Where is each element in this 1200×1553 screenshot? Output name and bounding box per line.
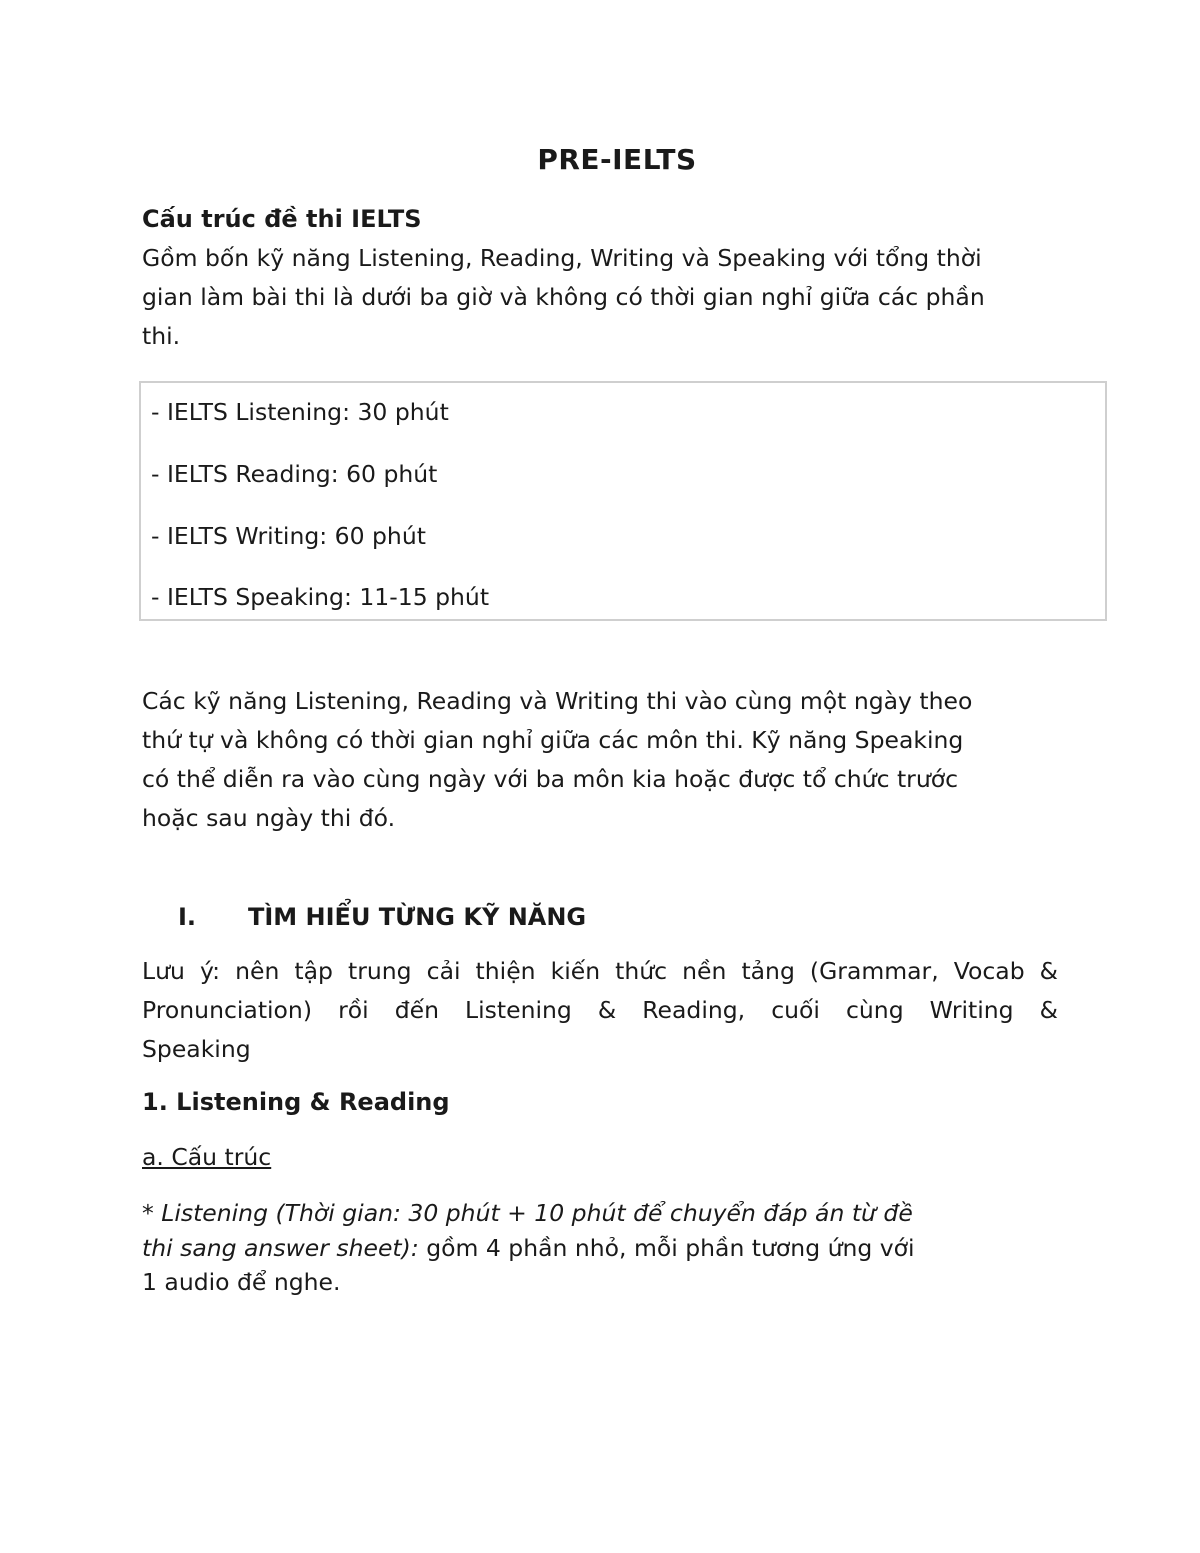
document-title: PRE-IELTS (537, 143, 697, 176)
exam-duration-box (139, 381, 1107, 621)
section-heading (178, 899, 586, 935)
listening-italic-part: thi sang answer sheet): (142, 1233, 419, 1262)
duration-speaking: - IELTS Speaking: 11-15 phút (151, 583, 490, 611)
listening-mixed-line (142, 1231, 1058, 1266)
intro-paragraph (142, 239, 1058, 356)
listening-italic-line: * Listening (Thời gian: 30 phút + 10 phút để chuyển đáp án từ đề (142, 1199, 913, 1227)
duration-listening: - IELTS Listening: 30 phút (151, 398, 449, 426)
schedule-paragraph (142, 682, 1058, 838)
intro-line: thi. (142, 322, 181, 350)
listening-last-line: 1 audio để nghe. (142, 1268, 341, 1296)
study-note (142, 952, 1058, 1069)
intro-line: Gồm bốn kỹ năng Listening, Reading, Writing và Speaking với tổng thời (142, 244, 982, 272)
listening-paragraph (142, 1196, 1058, 1300)
schedule-line: thứ tự và không có thời gian nghỉ giữa các môn thi. Kỹ năng Speaking (142, 726, 964, 754)
listening-normal-part: gồm 4 phần nhỏ, mỗi phần tương ứng với (418, 1233, 915, 1262)
duration-writing: - IELTS Writing: 60 phút (151, 522, 426, 550)
intro-line: gian làm bài thi là dưới ba giờ và không có thời gian nghỉ giữa các phần (142, 283, 985, 311)
section-number: I. (178, 903, 197, 931)
schedule-line: hoặc sau ngày thi đó. (142, 804, 396, 832)
schedule-line: có thể diễn ra vào cùng ngày với ba môn kia hoặc được tổ chức trước (142, 765, 959, 793)
structure-heading: Cấu trúc đề thi IELTS (142, 205, 422, 233)
listening-reading-heading: 1. Listening & Reading (142, 1088, 450, 1116)
note-line: Lưu ý: nên tập trung cải thiện kiến thức nền tảng (Grammar, Vocab & (142, 957, 1058, 985)
schedule-line: Các kỹ năng Listening, Reading và Writing thi vào cùng một ngày theo (142, 687, 973, 715)
duration-reading: - IELTS Reading: 60 phút (151, 460, 438, 488)
section-title: TÌM HIỂU TỪNG KỸ NĂNG (248, 903, 587, 931)
note-line: Pronunciation) rồi đến Listening & Reading, cuối cùng Writing & (142, 996, 1058, 1024)
structure-subheading: a. Cấu trúc (142, 1143, 272, 1171)
note-line: Speaking (142, 1035, 251, 1063)
